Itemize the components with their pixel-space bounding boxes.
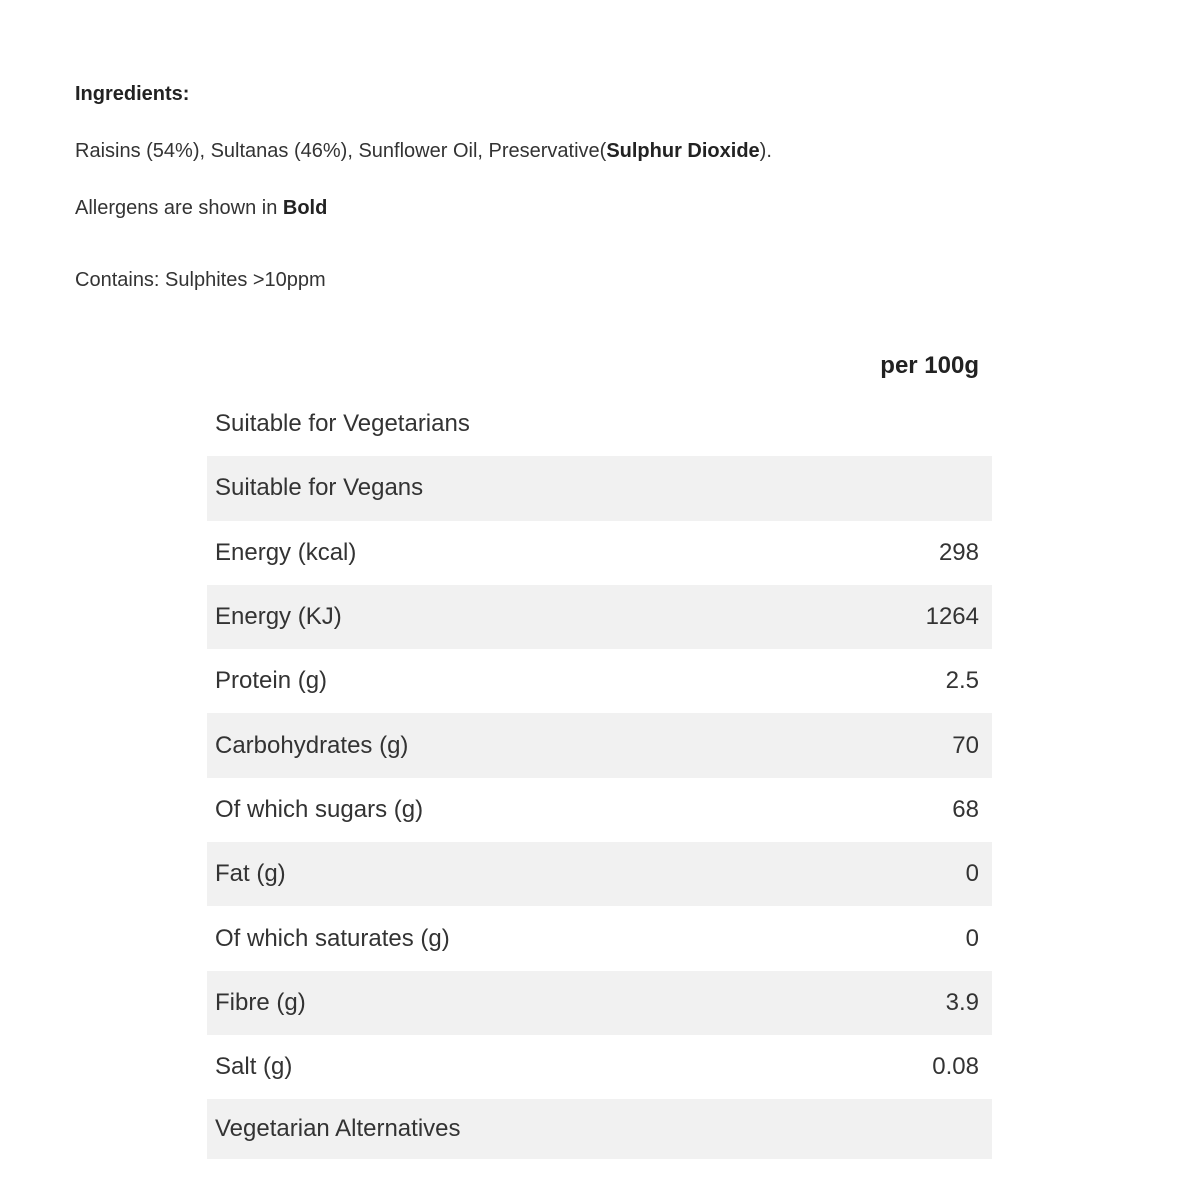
row-value: [779, 456, 992, 520]
table-row: [207, 778, 992, 842]
row-value: 3.9: [779, 971, 992, 1035]
table-row: [207, 585, 992, 649]
row-label: Suitable for Vegans: [207, 456, 779, 520]
row-value: 0: [965, 924, 979, 952]
row-value: [779, 1099, 992, 1159]
ingredients-list-text: Raisins (54%), Sultanas (46%), Sunflower Oil, Preservative(: [75, 140, 607, 162]
row-label: Carbohydrates (g): [207, 713, 779, 777]
row-label: Of which sugars (g): [215, 795, 424, 823]
ingredients-list: [75, 140, 772, 163]
table-row: [207, 456, 992, 520]
row-value: 2.5: [945, 667, 979, 695]
allergen-highlight: Sulphur Dioxide: [606, 140, 760, 162]
row-label: Fibre (g): [207, 971, 779, 1035]
row-value: 68: [952, 795, 979, 823]
row-label: Protein (g): [215, 667, 328, 695]
allergen-note-bold: Bold: [282, 197, 328, 219]
table-row: [207, 649, 992, 713]
row-label: Of which saturates (g): [215, 924, 450, 952]
row-label: Vegetarian Alternatives: [207, 1099, 779, 1159]
row-value: 298: [938, 538, 979, 566]
allergen-note-text: Allergens are shown in: [75, 197, 283, 219]
nutrition-table: [207, 392, 992, 1159]
table-row: [207, 713, 992, 777]
row-label: Energy (KJ): [207, 585, 779, 649]
table-row: [207, 392, 992, 456]
row-label: Fat (g): [207, 842, 779, 906]
table-row: [207, 1035, 992, 1099]
per-100g-header: per 100g: [880, 352, 979, 379]
contains-statement: Contains: Sulphites >10ppm: [75, 269, 326, 291]
row-label: Salt (g): [215, 1053, 293, 1081]
nutrition-table-section: [207, 340, 992, 1159]
row-value: 1264: [779, 585, 992, 649]
ingredients-list-end: ).: [759, 140, 772, 162]
row-label: Energy (kcal): [215, 538, 357, 566]
ingredients-heading: Ingredients:: [75, 83, 190, 105]
row-value: [779, 392, 992, 456]
table-row: [207, 971, 992, 1035]
row-label: Suitable for Vegetarians: [215, 410, 470, 438]
row-value: 70: [779, 713, 992, 777]
table-row: [207, 906, 992, 970]
table-row: [207, 842, 992, 906]
table-row: [207, 1099, 992, 1159]
table-row: [207, 521, 992, 585]
row-value: 0.08: [932, 1053, 979, 1081]
row-value: 0: [779, 842, 992, 906]
allergen-note: [75, 197, 327, 220]
